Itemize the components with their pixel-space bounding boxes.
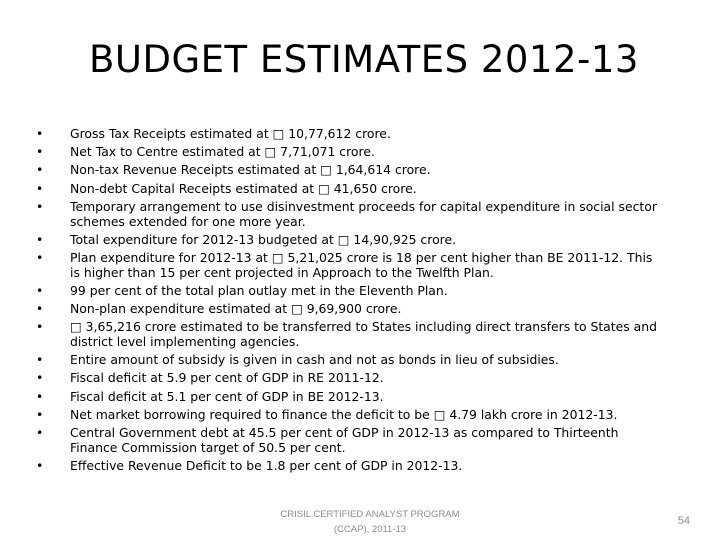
footer-text: [260, 507, 480, 537]
bullet-text: Temporary arrangement to use disinvestment proceeds for capital expenditure in social sector schemes extended for one more year.: [70, 198, 657, 229]
bullet-text: Net Tax to Centre estimated at □ 7,71,071 crore.: [70, 144, 375, 160]
bullet-dot: •: [36, 388, 44, 404]
bullet-dot: •: [36, 198, 44, 214]
bullet-dot: •: [36, 319, 44, 335]
bullet-text: Fiscal deficit at 5.1 per cent of GDP in BE 2012-13.: [70, 388, 384, 404]
bullet-item: [36, 127, 666, 142]
bullet-text: Non-debt Capital Receipts estimated at □ 41,650 crore.: [70, 180, 417, 196]
bullet-dot: •: [36, 406, 44, 422]
bullet-dot: •: [36, 231, 44, 247]
bullet-dot: •: [36, 180, 44, 196]
bullet-text: Plan expenditure for 2012-13 at □ 5,21,025 crore is 18 per cent higher than BE 2011-12. This is higher than 15 per cent projected in Approach to the Twelfth Plan.: [70, 249, 653, 280]
bullet-item: [36, 302, 666, 317]
footer-line-1: CRISIL CERTIFIED ANALYST PROGRAM: [280, 509, 460, 520]
bullet-item: [36, 426, 666, 456]
bullet-item: [36, 353, 666, 368]
bullet-dot: •: [36, 126, 44, 141]
bullet-dot: •: [36, 162, 44, 178]
bullet-item: [36, 390, 666, 405]
bullet-dot: •: [36, 144, 44, 160]
bullet-dot: •: [36, 282, 44, 298]
bullet-text: Total expenditure for 2012-13 budgeted at □ 14,90,925 crore.: [70, 231, 457, 247]
bullet-item: [36, 233, 666, 248]
bullet-item: [36, 251, 666, 281]
bullet-dot: •: [36, 301, 44, 317]
bullet-text: 99 per cent of the total plan outlay met in the Eleventh Plan.: [70, 282, 448, 298]
footer-line-2: (CCAP), 2011-13: [333, 524, 407, 535]
bullet-item: [36, 408, 666, 423]
bullet-text: Effective Revenue Deficit to be 1.8 per cent of GDP in 2012-13.: [70, 458, 463, 473]
bullet-item: [36, 182, 666, 197]
bullet-text: Fiscal deficit at 5.9 per cent of GDP in RE 2011-12.: [70, 370, 384, 386]
bullet-text: Entire amount of subsidy is given in cash and not as bonds in lieu of subsidies.: [70, 352, 559, 368]
slide-title: BUDGET ESTIMATES 2012-13: [89, 38, 639, 81]
bullet-text: Gross Tax Receipts estimated at □ 10,77,612 crore.: [70, 126, 391, 141]
bullet-dot: •: [36, 352, 44, 368]
bullet-item: [36, 200, 666, 230]
bullet-list: [36, 127, 666, 477]
bullet-text: □ 3,65,216 crore estimated to be transferred to States including direct transfers to States and district level implementing agencies.: [70, 319, 657, 350]
bullet-item: [36, 284, 666, 299]
bullet-text: Net market borrowing required to finance the deficit to be □ 4.79 lakh crore in 2012-13.: [70, 406, 618, 422]
bullet-item: [36, 371, 666, 386]
bullet-dot: •: [36, 425, 44, 441]
bullet-item: [36, 163, 666, 178]
bullet-text: Non-plan expenditure estimated at □ 9,69,900 crore.: [70, 301, 402, 317]
bullet-dot: •: [36, 370, 44, 386]
bullet-item: [36, 145, 666, 160]
bullet-item: [36, 320, 666, 350]
bullet-item: [36, 459, 666, 474]
bullet-dot: •: [36, 249, 44, 265]
page-number: 54: [677, 515, 690, 527]
bullet-dot: •: [36, 458, 44, 473]
bullet-text: Non-tax Revenue Receipts estimated at □ 1,64,614 crore.: [70, 162, 431, 178]
bullet-text: Central Government debt at 45.5 per cent of GDP in 2012-13 as compared to Thirteenth Finance Commission target of 50.5 per cent.: [70, 425, 619, 455]
